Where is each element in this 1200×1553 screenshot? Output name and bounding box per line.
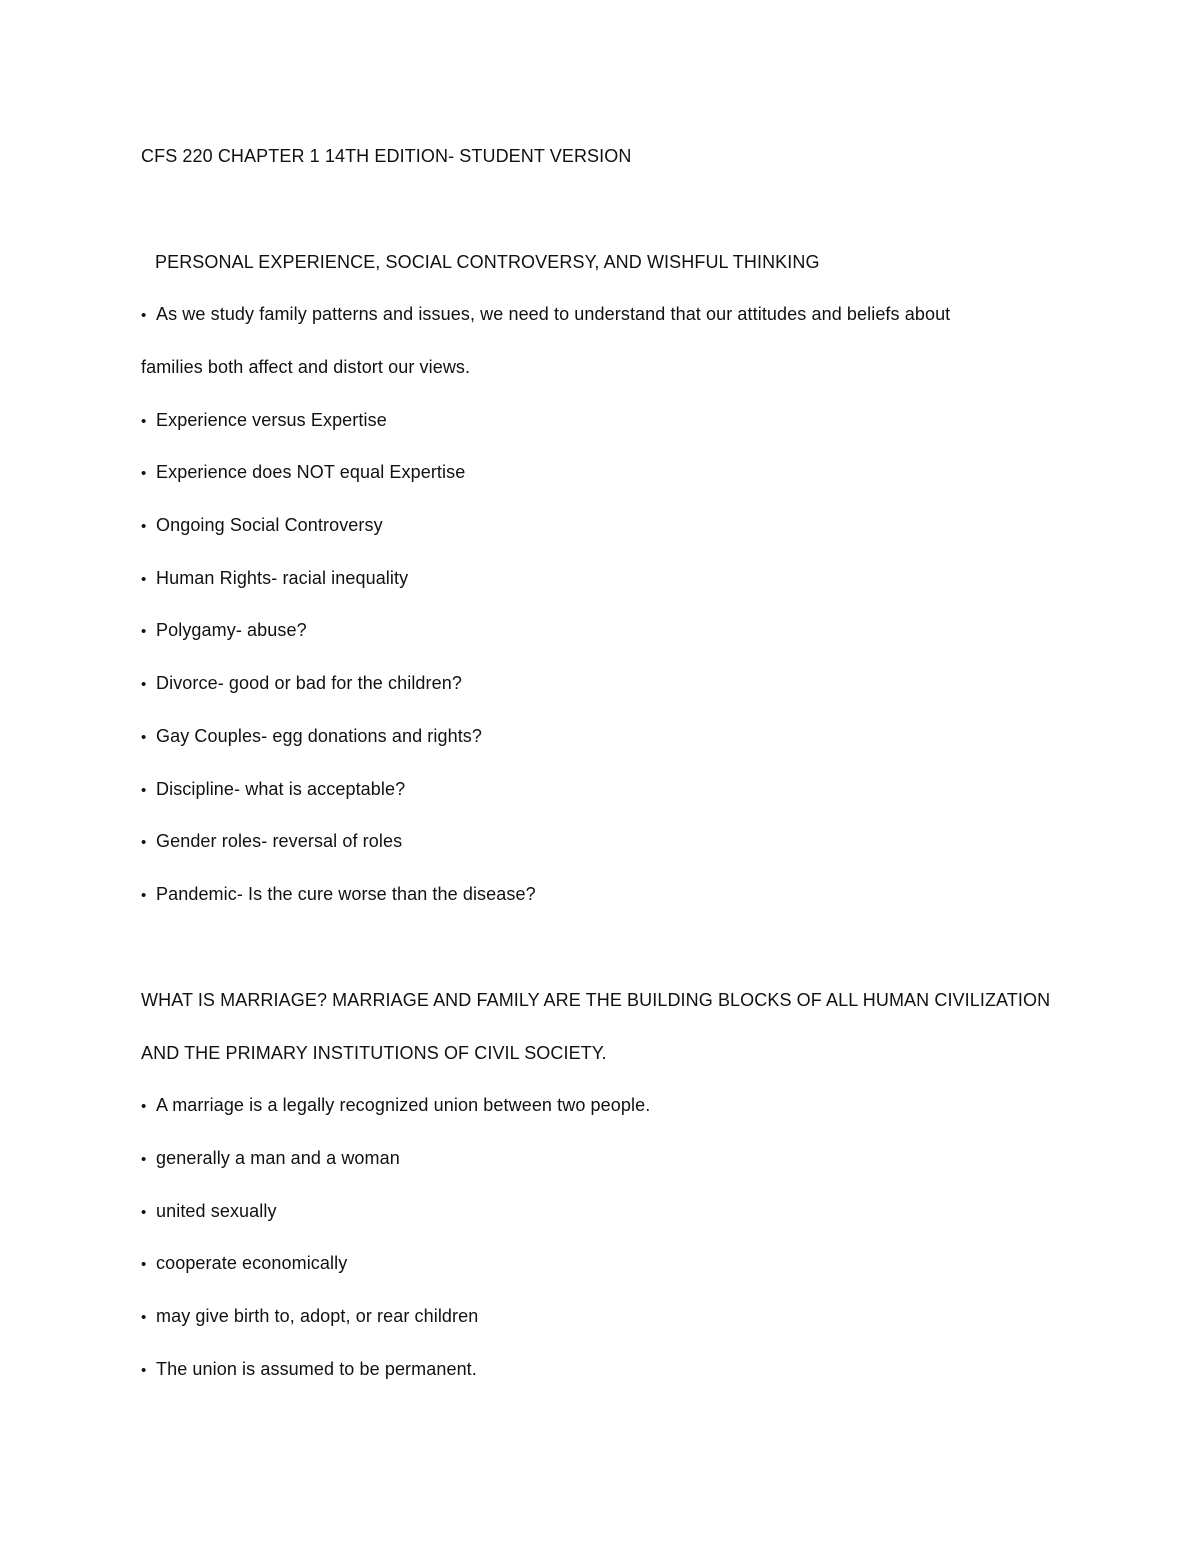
list-item: • Human Rights- racial inequality — [141, 567, 408, 591]
document-header: CFS 220 CHAPTER 1 14TH EDITION- STUDENT VERSION — [141, 146, 632, 166]
list-item: • cooperate economically — [141, 1252, 347, 1276]
intro-continuation: families both affect and distort our views. — [141, 357, 471, 377]
list-item: • The union is assumed to be permanent. — [141, 1358, 477, 1382]
list-item: • Gender roles- reversal of roles — [141, 830, 402, 854]
list-item: • Polygamy- abuse? — [141, 619, 307, 643]
list-item: • Pandemic- Is the cure worse than the disease? — [141, 883, 536, 907]
section-heading-what-is-marriage: WHAT IS MARRIAGE? MARRIAGE AND FAMILY ARE THE BUILDING BLOCKS OF ALL HUMAN CIVILIZATION — [141, 990, 1051, 1010]
list-item: • A marriage is a legally recognized union between two people. — [141, 1094, 650, 1118]
list-item: • Divorce- good or bad for the children? — [141, 672, 462, 696]
section-heading-personal-experience: PERSONAL EXPERIENCE, SOCIAL CONTROVERSY, AND WISHFUL THINKING — [155, 252, 820, 272]
list-item: • Ongoing Social Controversy — [141, 514, 383, 538]
list-item: • Discipline- what is acceptable? — [141, 778, 405, 802]
list-item: • generally a man and a woman — [141, 1147, 400, 1171]
list-item: • Gay Couples- egg donations and rights? — [141, 725, 482, 749]
list-item: • Experience versus Expertise — [141, 409, 387, 433]
list-item: • united sexually — [141, 1200, 277, 1224]
list-item: • may give birth to, adopt, or rear children — [141, 1305, 478, 1329]
intro-bullet: • As we study family patterns and issues, we need to understand that our attitudes and beliefs about — [141, 303, 950, 327]
section-heading-continuation: AND THE PRIMARY INSTITUTIONS OF CIVIL SOCIETY. — [141, 1043, 607, 1063]
list-item: • Experience does NOT equal Expertise — [141, 461, 465, 485]
